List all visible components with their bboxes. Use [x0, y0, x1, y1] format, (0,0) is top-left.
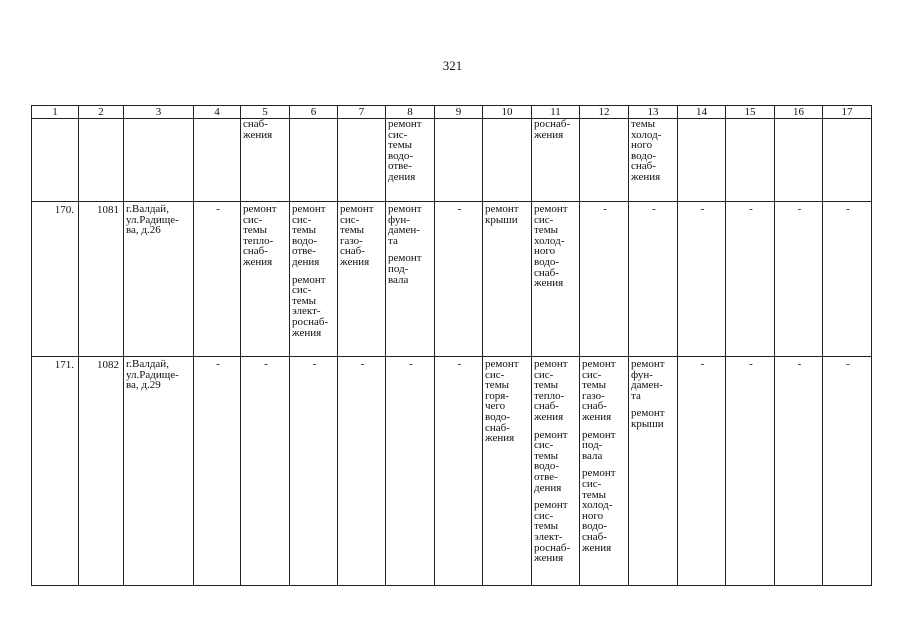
table-cell: снаб- жения: [241, 119, 290, 202]
work-item: ремонт сис- темы элект- роснаб- жения: [292, 273, 329, 339]
column-header: 8: [386, 106, 435, 119]
table-cell: [823, 119, 872, 202]
table-cell: [338, 119, 386, 202]
column-header: 6: [290, 106, 338, 119]
column-header: 11: [532, 106, 580, 119]
table-cell: -: [194, 202, 241, 357]
table-cell: [532, 357, 580, 586]
column-header: 9: [435, 106, 483, 119]
table-row: [32, 202, 872, 357]
table-cell: -: [678, 357, 726, 586]
work-item: ремонт фун- дамен- та: [631, 358, 665, 402]
table-cell: -: [823, 202, 872, 357]
work-item: ремонт фун- дамен- та: [388, 203, 422, 247]
table-cell: -: [678, 202, 726, 357]
column-header: 3: [124, 106, 194, 119]
table-cell: -: [629, 202, 678, 357]
table-cell: [124, 119, 194, 202]
work-item: ремонт сис- темы элект- роснаб- жения: [534, 499, 571, 565]
building-code: 1082: [79, 357, 124, 586]
column-header: 16: [775, 106, 823, 119]
table-cell: [483, 119, 532, 202]
header-row: [32, 106, 872, 119]
table-cell: [678, 119, 726, 202]
table-cell: -: [775, 202, 823, 357]
table-cell: [194, 119, 241, 202]
page-number: 321: [442, 58, 463, 73]
work-item: ремонт сис- темы холод- ного водо- снаб- жения: [582, 467, 616, 554]
building-code: 1081: [79, 202, 124, 357]
table-cell: [338, 202, 386, 357]
table-cell: -: [580, 202, 629, 357]
table-cell: -: [823, 357, 872, 586]
table-cell: темы холод- ного водо- снаб- жения: [629, 119, 678, 202]
work-item: ремонт сис- темы газо- снаб- жения: [582, 358, 616, 423]
row-number: 171.: [32, 357, 79, 586]
address: г.Валдай, ул.Радище- ва, д.29: [124, 357, 194, 586]
work-item: ремонт под- вала: [582, 428, 616, 462]
work-item: ремонт сис- темы холод- ного водо- снаб- жения: [534, 203, 568, 290]
work-item: ремонт сис- темы газо- снаб- жения: [340, 203, 374, 268]
continuation-row: [32, 119, 872, 202]
table-cell: [435, 119, 483, 202]
table-cell: [290, 202, 338, 357]
column-header: 10: [483, 106, 532, 119]
table-cell: -: [726, 202, 775, 357]
table-cell: [629, 357, 678, 586]
table-cell: -: [290, 357, 338, 586]
table-cell: -: [338, 357, 386, 586]
work-item: ремонт сис- темы водо- отве- дения: [292, 203, 326, 268]
row-number: 170.: [32, 202, 79, 357]
column-header: 13: [629, 106, 678, 119]
table-cell: -: [386, 357, 435, 586]
repair-schedule-table: [31, 105, 872, 586]
address: г.Валдай, ул.Радище- ва, д.26: [124, 202, 194, 357]
work-item: ремонт сис- темы горя- чего водо- снаб- жения: [485, 358, 519, 445]
work-item: ремонт сис- темы тепло- снаб- жения: [534, 358, 568, 423]
table-cell: ремонт сис- темы водо- отве- дения: [386, 119, 435, 202]
work-item: ремонт сис- темы водо- отве- дения: [534, 428, 568, 494]
column-header: 4: [194, 106, 241, 119]
table-cell: -: [775, 357, 823, 586]
table-cell: [483, 202, 532, 357]
table-cell: -: [435, 357, 483, 586]
column-header: 1: [32, 106, 79, 119]
work-item: ремонт под- вала: [388, 252, 422, 286]
column-header: 12: [580, 106, 629, 119]
column-header: 15: [726, 106, 775, 119]
work-item: ремонт крыши: [485, 203, 519, 226]
table-cell: [726, 119, 775, 202]
table-cell: [241, 202, 290, 357]
table-cell: [32, 119, 79, 202]
column-header: 7: [338, 106, 386, 119]
table-cell: -: [726, 357, 775, 586]
table-cell: [580, 119, 629, 202]
table-row: [32, 357, 872, 586]
table-cell: [386, 202, 435, 357]
table-cell: [290, 119, 338, 202]
table-cell: -: [194, 357, 241, 586]
table-cell: [775, 119, 823, 202]
table-cell: [580, 357, 629, 586]
table-cell: [483, 357, 532, 586]
table-cell: роснаб- жения: [532, 119, 580, 202]
table-cell: [532, 202, 580, 357]
work-item: ремонт сис- темы тепло- снаб- жения: [243, 203, 277, 268]
work-item: ремонт крыши: [631, 407, 665, 430]
column-header: 14: [678, 106, 726, 119]
table-cell: -: [435, 202, 483, 357]
column-header: 2: [79, 106, 124, 119]
column-header: 17: [823, 106, 872, 119]
table-cell: -: [241, 357, 290, 586]
column-header: 5: [241, 106, 290, 119]
table-cell: [79, 119, 124, 202]
